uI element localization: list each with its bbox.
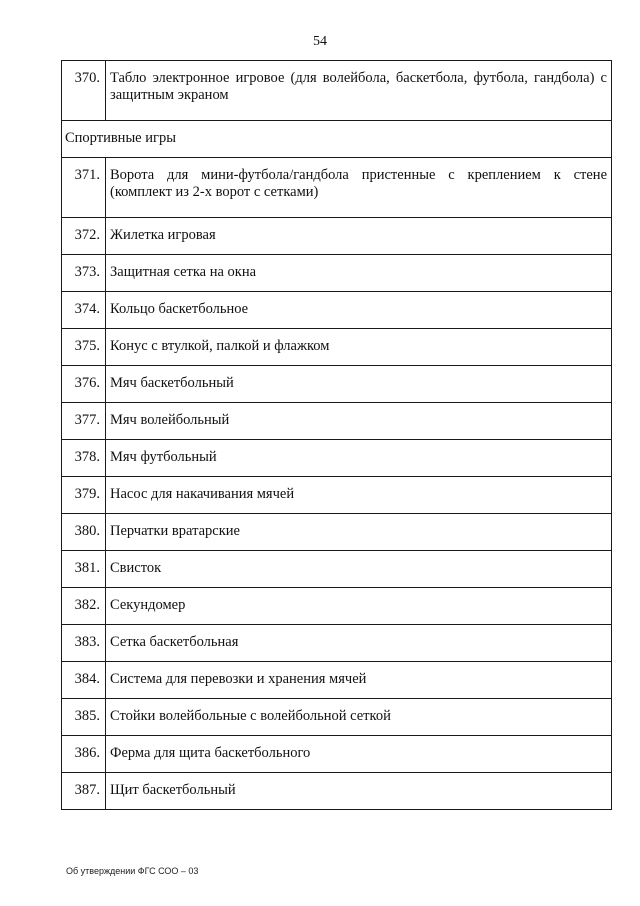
table-row bbox=[62, 551, 612, 588]
table-row bbox=[62, 366, 612, 403]
row-number: 380. bbox=[62, 514, 106, 551]
row-item-name: Насос для накачивания мячей bbox=[106, 477, 612, 514]
row-item-name: Мяч футбольный bbox=[106, 440, 612, 477]
table-row bbox=[62, 773, 612, 810]
row-item-name: Свисток bbox=[106, 551, 612, 588]
equipment-table bbox=[61, 60, 612, 810]
row-item-name: Защитная сетка на окна bbox=[106, 255, 612, 292]
row-item-name: Секундомер bbox=[106, 588, 612, 625]
table-row bbox=[62, 292, 612, 329]
table-row bbox=[62, 588, 612, 625]
row-item-name: Перчатки вратарские bbox=[106, 514, 612, 551]
table-row bbox=[62, 329, 612, 366]
table-row bbox=[62, 514, 612, 551]
row-number: 384. bbox=[62, 662, 106, 699]
row-number: 378. bbox=[62, 440, 106, 477]
row-number: 376. bbox=[62, 366, 106, 403]
row-number: 373. bbox=[62, 255, 106, 292]
row-number: 383. bbox=[62, 625, 106, 662]
row-item-name: Ворота для мини-футбола/гандбола пристенные с креплением к стене (комплект из 2-х ворот с сетками) bbox=[106, 158, 612, 218]
row-item-name: Система для перевозки и хранения мячей bbox=[106, 662, 612, 699]
row-number: 375. bbox=[62, 329, 106, 366]
table-row bbox=[62, 477, 612, 514]
table-row bbox=[62, 158, 612, 218]
row-number: 382. bbox=[62, 588, 106, 625]
row-item-name: Табло электронное игровое (для волейбола, баскетбола, футбола, гандбола) с защитным экраном bbox=[106, 61, 612, 121]
section-row bbox=[62, 121, 612, 158]
row-number: 381. bbox=[62, 551, 106, 588]
table-row bbox=[62, 699, 612, 736]
row-item-name: Конус с втулкой, палкой и флажком bbox=[106, 329, 612, 366]
row-item-name: Мяч баскетбольный bbox=[106, 366, 612, 403]
row-number: 370. bbox=[62, 61, 106, 121]
row-number: 374. bbox=[62, 292, 106, 329]
row-number: 379. bbox=[62, 477, 106, 514]
row-item-name: Сетка баскетбольная bbox=[106, 625, 612, 662]
row-number: 372. bbox=[62, 218, 106, 255]
table-row bbox=[62, 218, 612, 255]
table-row bbox=[62, 625, 612, 662]
row-item-name: Щит баскетбольный bbox=[106, 773, 612, 810]
row-item-name: Кольцо баскетбольное bbox=[106, 292, 612, 329]
row-item-name: Мяч волейбольный bbox=[106, 403, 612, 440]
table-row bbox=[62, 662, 612, 699]
table-row bbox=[62, 403, 612, 440]
equipment-table-body bbox=[62, 61, 612, 810]
row-item-name: Стойки волейбольные с волейбольной сеткой bbox=[106, 699, 612, 736]
page-number: 54 bbox=[313, 34, 327, 49]
row-item-name: Ферма для щита баскетбольного bbox=[106, 736, 612, 773]
row-number: 387. bbox=[62, 773, 106, 810]
row-number: 385. bbox=[62, 699, 106, 736]
row-item-name: Жилетка игровая bbox=[106, 218, 612, 255]
table-row bbox=[62, 440, 612, 477]
table-row bbox=[62, 255, 612, 292]
table-row bbox=[62, 736, 612, 773]
section-title: Спортивные игры bbox=[62, 121, 612, 158]
table-row bbox=[62, 61, 612, 121]
row-number: 386. bbox=[62, 736, 106, 773]
document-footer: Об утверждении ФГС СОО – 03 bbox=[66, 866, 199, 876]
row-number: 377. bbox=[62, 403, 106, 440]
row-number: 371. bbox=[62, 158, 106, 218]
